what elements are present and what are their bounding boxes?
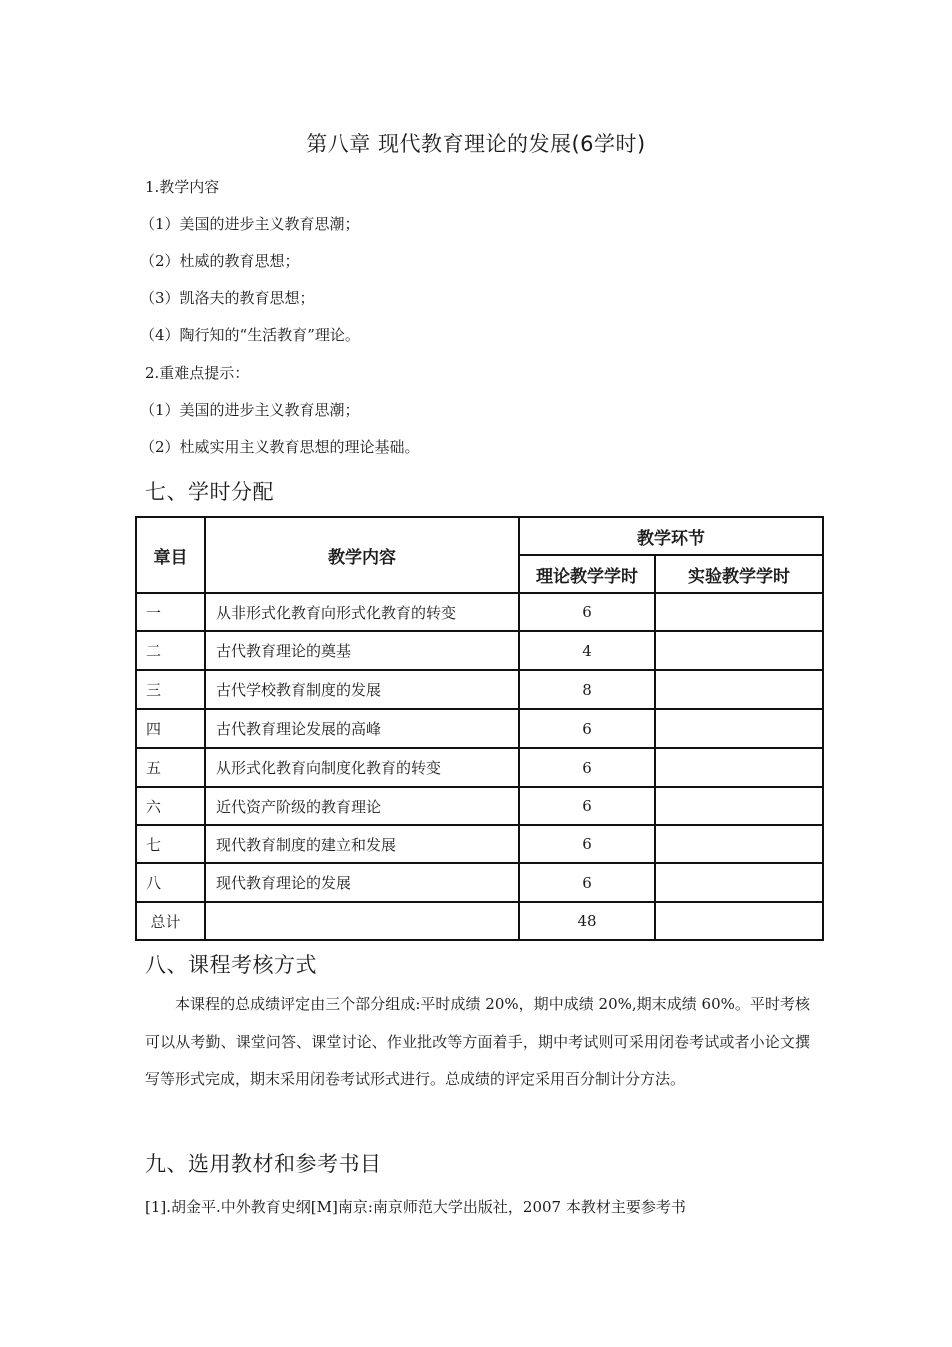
hours-allocation-table	[135, 516, 824, 941]
cell-theory: 6	[519, 709, 655, 748]
table-row	[136, 863, 823, 902]
cell-lab	[655, 670, 823, 709]
cell-content: 古代教育理论的奠基	[205, 631, 519, 670]
header-chapter: 章目	[136, 517, 205, 593]
cell-total-theory: 48	[519, 902, 655, 940]
header-lab-hours: 实验教学学时	[655, 555, 823, 593]
cell-theory: 6	[519, 787, 655, 825]
cell-chapter: 六	[136, 787, 205, 825]
reference-item: [1].胡金平.中外教育史纲[M]南京:南京师范大学出版社，2007 本教材主要参考书	[145, 1198, 686, 1216]
table-row	[136, 825, 823, 863]
cell-theory: 6	[519, 863, 655, 902]
section-heading-assessment: 八、课程考核方式	[145, 953, 317, 977]
cell-chapter: 五	[136, 748, 205, 787]
cell-content: 古代教育理论发展的高峰	[205, 709, 519, 748]
cell-chapter: 八	[136, 863, 205, 902]
cell-total-label: 总计	[136, 902, 205, 940]
table-row	[136, 748, 823, 787]
cell-lab	[655, 748, 823, 787]
table-row	[136, 593, 823, 631]
assessment-paragraph: 本课程的总成绩评定由三个部分组成:平时成绩 20%，期中成绩 20%,期末成绩 60%。平时考核可以从考勤、课堂问答、课堂讨论、作业批改等方面着手，期中考试则可采用闭卷考试或者小论文撰写等形式完成，期末采用闭卷考试形式进行。总成绩的评定采用百分制计分方法。	[145, 995, 810, 1088]
cell-chapter: 三	[136, 670, 205, 709]
teaching-content-item: （3）凯洛夫的教育思想；	[140, 289, 315, 307]
cell-lab	[655, 787, 823, 825]
key-points-heading: 2.重难点提示：	[145, 364, 250, 382]
section-heading-hours: 七、学时分配	[145, 480, 274, 504]
cell-theory: 6	[519, 593, 655, 631]
chapter-title: 第八章 现代教育理论的发展(6学时)	[306, 132, 646, 156]
cell-content: 从形式化教育向制度化教育的转变	[205, 748, 519, 787]
teaching-content-item: （1）美国的进步主义教育思潮；	[140, 215, 360, 233]
header-theory-hours: 理论教学学时	[519, 555, 655, 593]
cell-lab	[655, 825, 823, 863]
cell-lab	[655, 631, 823, 670]
table-row	[136, 709, 823, 748]
table-row	[136, 670, 823, 709]
teaching-content-item: （4）陶行知的“生活教育”理论。	[140, 326, 360, 344]
cell-chapter: 七	[136, 825, 205, 863]
section-heading-textbooks: 九、选用教材和参考书目	[145, 1152, 382, 1176]
cell-chapter: 二	[136, 631, 205, 670]
header-teaching-stage: 教学环节	[519, 517, 823, 555]
cell-theory: 6	[519, 748, 655, 787]
table-row	[136, 631, 823, 670]
teaching-content-item: （2）杜威的教育思想；	[140, 252, 300, 270]
cell-content: 现代教育制度的建立和发展	[205, 825, 519, 863]
table-row	[136, 787, 823, 825]
cell-content: 近代资产阶级的教育理论	[205, 787, 519, 825]
cell-theory: 6	[519, 825, 655, 863]
cell-total-content	[205, 902, 519, 940]
table-total-row	[136, 902, 823, 940]
cell-chapter: 四	[136, 709, 205, 748]
cell-total-lab	[655, 902, 823, 940]
cell-content: 古代学校教育制度的发展	[205, 670, 519, 709]
teaching-content-heading: 1.教学内容	[145, 178, 220, 196]
cell-theory: 8	[519, 670, 655, 709]
cell-lab	[655, 863, 823, 902]
key-points-item: （1）美国的进步主义教育思潮；	[140, 401, 360, 419]
cell-chapter: 一	[136, 593, 205, 631]
cell-lab	[655, 593, 823, 631]
cell-theory: 4	[519, 631, 655, 670]
cell-content: 现代教育理论的发展	[205, 863, 519, 902]
header-content: 教学内容	[205, 517, 519, 593]
key-points-item: （2）杜威实用主义教育思想的理论基础。	[140, 438, 420, 456]
cell-lab	[655, 709, 823, 748]
cell-content: 从非形式化教育向形式化教育的转变	[205, 593, 519, 631]
